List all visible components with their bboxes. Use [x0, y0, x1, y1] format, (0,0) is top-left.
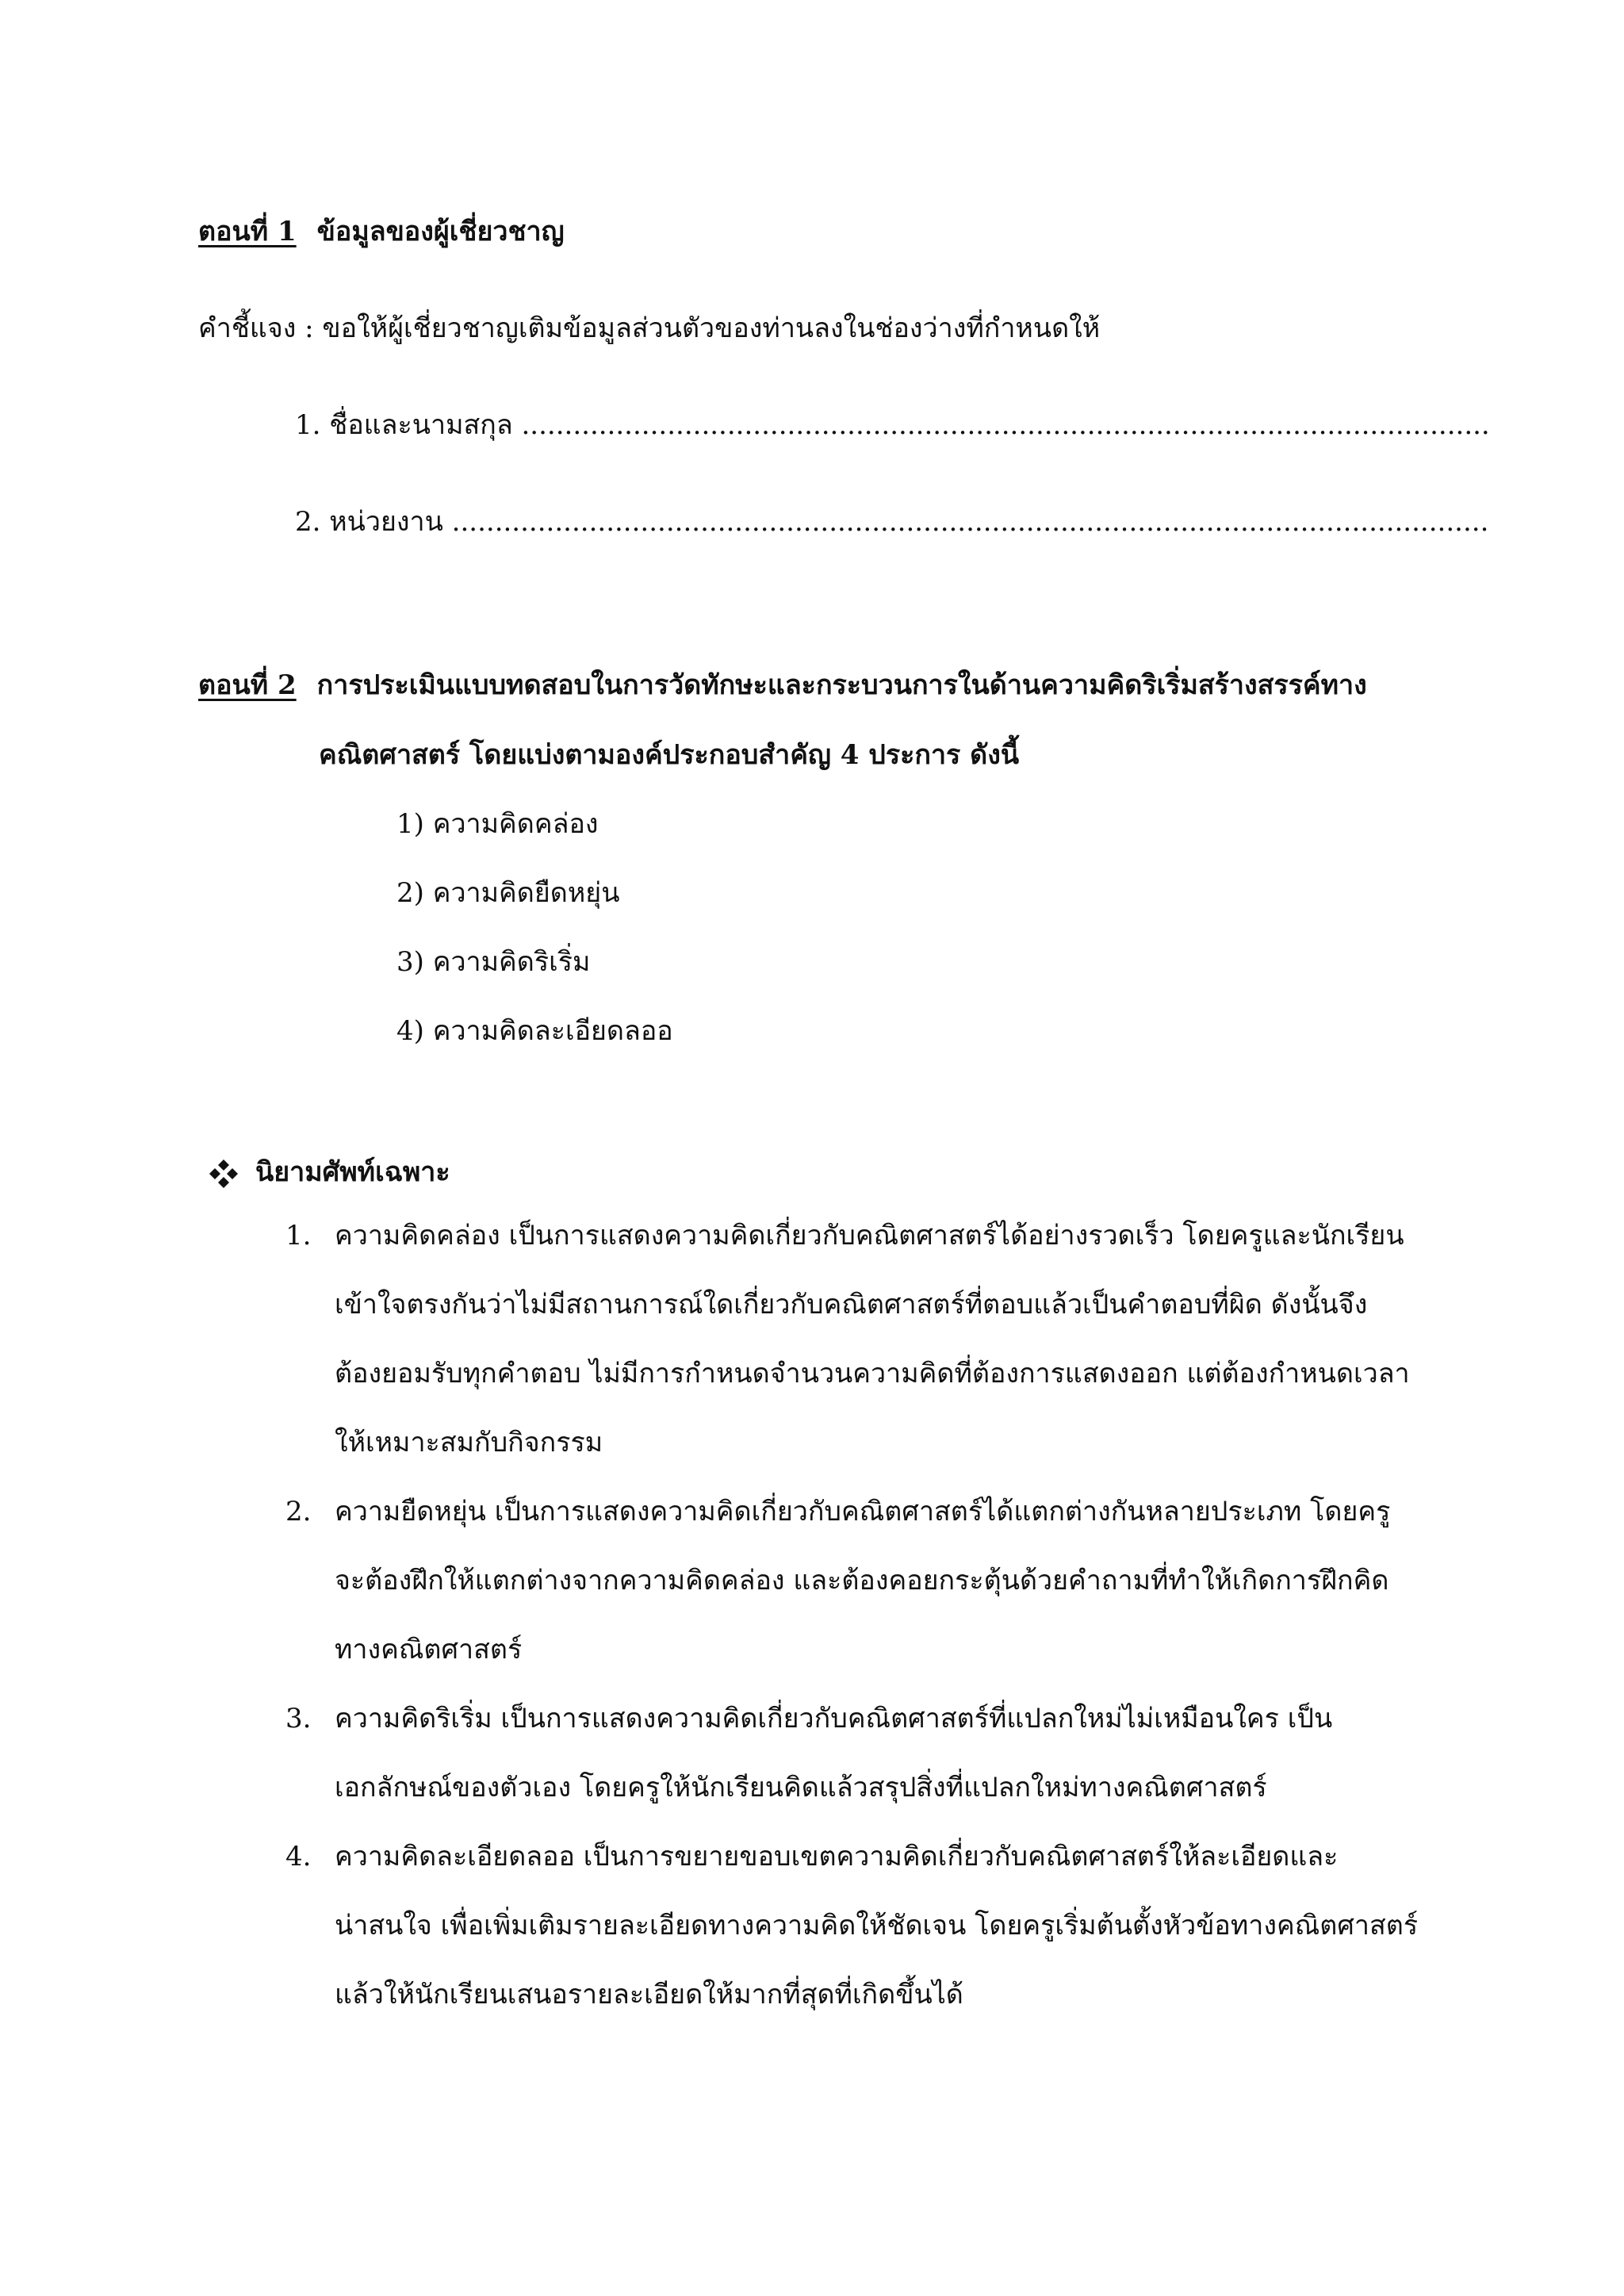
definition-line: จะต้องฝึกให้แตกต่างจากความคิดคล่อง และต้องคอยกระตุ้นด้วยคำถามที่ทำให้เกิดการฝึกคิด — [335, 1565, 1389, 1596]
definition-number: 2. — [285, 1496, 312, 1527]
definition-number: 3. — [285, 1703, 312, 1734]
part2-title-line2: คณิตศาสตร์ โดยแบ่งตามองค์ประกอบสำคัญ 4 ประการ ดังนี้ — [319, 739, 1020, 771]
component-item: 2) ความคิดยืดหยุ่น — [396, 877, 620, 909]
part1-title: ข้อมูลของผู้เชี่ยวชาญ — [316, 216, 565, 247]
definitions-heading: นิยามศัพท์เฉพาะ — [255, 1156, 450, 1188]
definition-1 — [285, 1218, 1404, 1253]
part1-label: ตอนที่ 1 — [198, 216, 297, 247]
diamond-bullet-icon — [208, 1158, 239, 1190]
definition-line: น่าสนใจ เพื่อเพิ่มเติมรายละเอียดทางความคิดให้ชัดเจน โดยครูเริ่มต้นตั้งหัวข้อทางคณิตศาสตร์ — [335, 1910, 1419, 1941]
component-item: 4) ความคิดละเอียดลออ — [396, 1015, 673, 1047]
definition-line: เข้าใจตรงกันว่าไม่มีสถานการณ์ใดเกี่ยวกับคณิตศาสตร์ที่ตอบแล้วเป็นคำตอบที่ผิด ดังนั้นจึง — [335, 1289, 1368, 1320]
definition-2 — [285, 1494, 1390, 1529]
definition-line: ความคิดคล่อง เป็นการแสดงความคิดเกี่ยวกับคณิตศาสตร์ได้อย่างรวดเร็ว โดยครูและนักเรียน — [335, 1220, 1404, 1251]
definition-line: ให้เหมาะสมกับกิจกรรม — [335, 1427, 603, 1458]
definition-line: ทางคณิตศาสตร์ — [335, 1634, 523, 1665]
name-field-line: 1. ชื่อและนามสกุล ................................................................................................................. — [295, 409, 1490, 441]
part2-heading — [198, 668, 1367, 703]
component-item: 3) ความคิดริเริ่ม — [396, 946, 591, 978]
definition-3 — [285, 1701, 1332, 1736]
definition-line: ความยืดหยุ่น เป็นการแสดงความคิดเกี่ยวกับคณิตศาสตร์ได้แตกต่างกันหลายประเภท โดยครู — [335, 1496, 1391, 1527]
definition-line: เอกลักษณ์ของตัวเอง โดยครูให้นักเรียนคิดแล้วสรุปสิ่งที่แปลกใหม่ทางคณิตศาสตร์ — [335, 1772, 1267, 1803]
definition-line: ต้องยอมรับทุกคำตอบ ไม่มีการกำหนดจำนวนความคิดที่ต้องการแสดงออก แต่ต้องกำหนดเวลา — [335, 1358, 1410, 1389]
definition-number: 4. — [285, 1841, 312, 1872]
affiliation-field-line: 2. หน่วยงาน ......................................................................................................................... — [295, 506, 1489, 538]
definition-line: ความคิดละเอียดลออ เป็นการขยายขอบเขตความคิดเกี่ยวกับคณิตศาสตร์ให้ละเอียดและ — [335, 1841, 1339, 1872]
part2-title-line1: การประเมินแบบทดสอบในการวัดทักษะและกระบวนการในด้านความคิดริเริ่มสร้างสรรค์ทาง — [316, 669, 1367, 701]
part1-instruction: คำชี้แจง : ขอให้ผู้เชี่ยวชาญเติมข้อมูลส่วนตัวของท่านลงในช่องว่างที่กำหนดให้ — [198, 312, 1101, 344]
definition-4 — [285, 1839, 1338, 1874]
part2-label: ตอนที่ 2 — [198, 669, 297, 701]
definition-line: ความคิดริเริ่ม เป็นการแสดงความคิดเกี่ยวกับคณิตศาสตร์ที่แปลกใหม่ไม่เหมือนใคร เป็น — [335, 1703, 1333, 1734]
part1-heading — [198, 214, 565, 249]
definition-line: แล้วให้นักเรียนเสนอรายละเอียดให้มากที่สุดที่เกิดขึ้นได้ — [335, 1979, 963, 2010]
definition-number: 1. — [285, 1220, 312, 1251]
component-item: 1) ความคิดคล่อง — [396, 808, 599, 840]
